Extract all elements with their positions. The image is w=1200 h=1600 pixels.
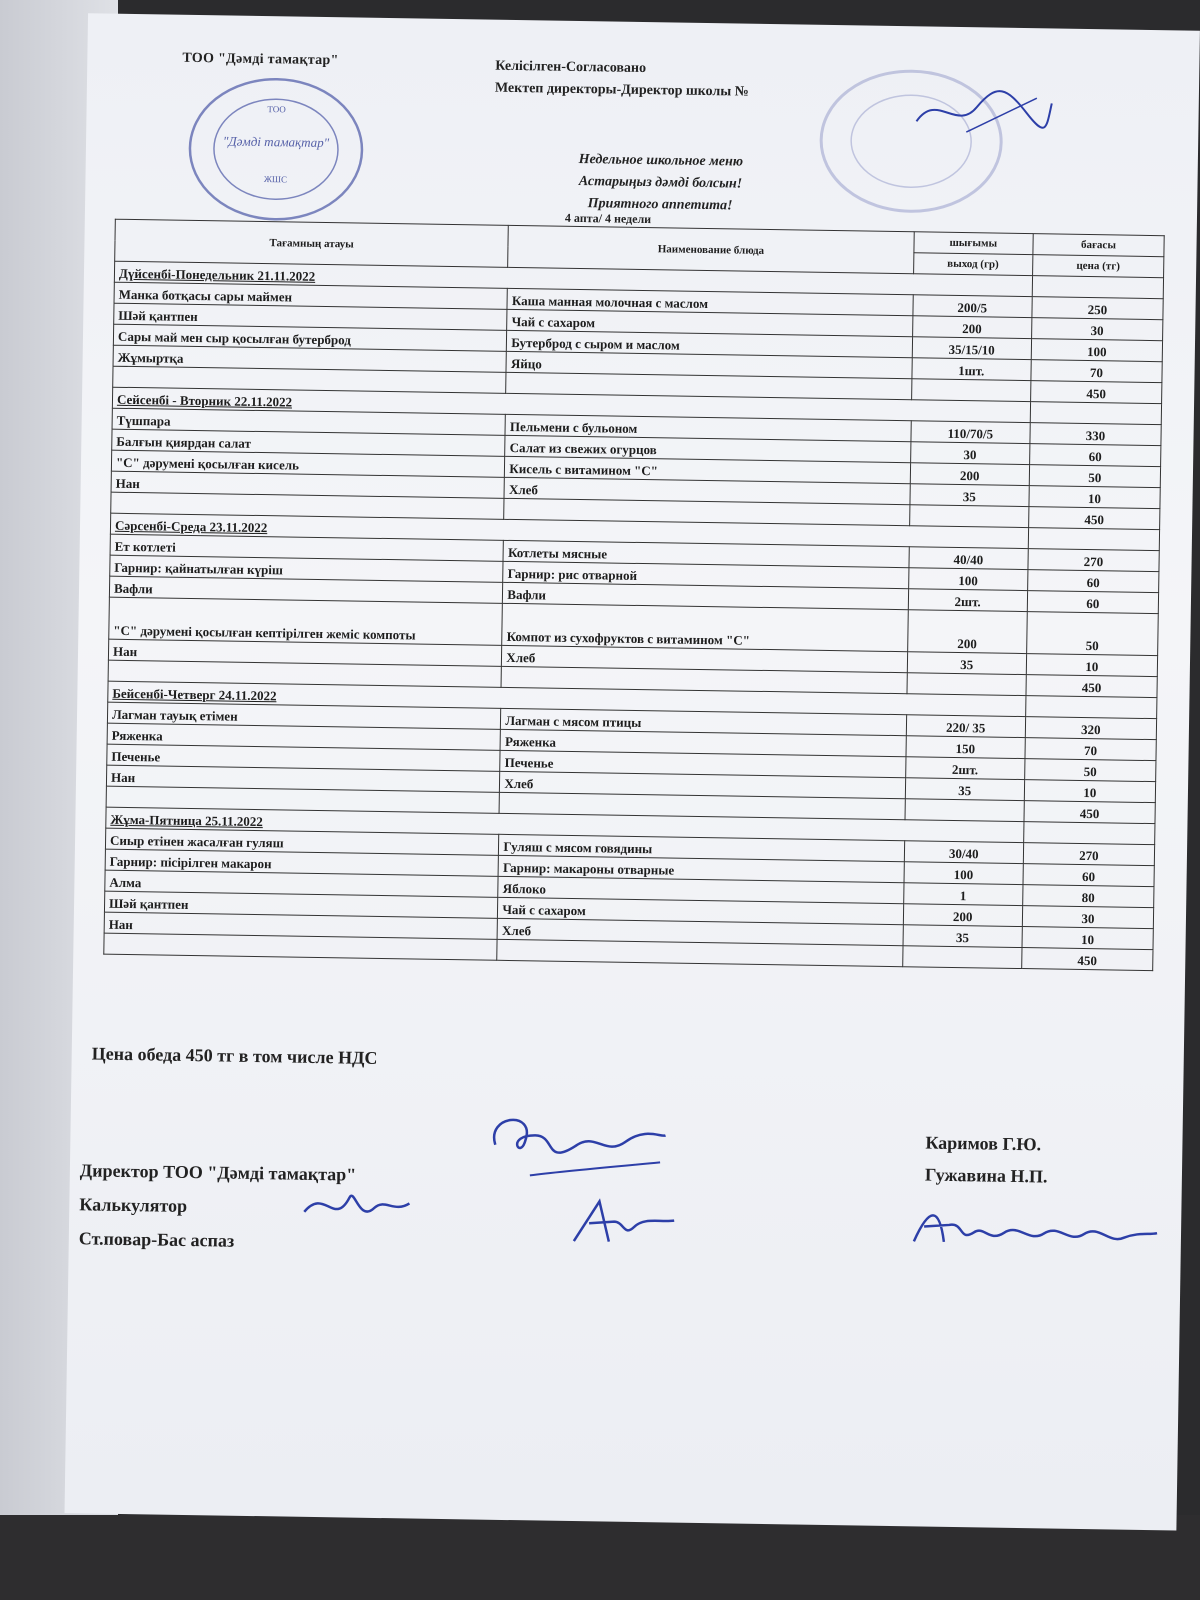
dish-price: 50 — [1025, 759, 1156, 782]
dish-output: 35 — [903, 925, 1023, 948]
dish-ru: Каша манная молочная с маслом — [507, 288, 913, 315]
total-empty-out — [905, 799, 1025, 822]
menu-body — [104, 261, 1164, 970]
dish-price: 50 — [1026, 612, 1158, 656]
day-total: 450 — [1026, 675, 1157, 698]
footer-names — [925, 1127, 1049, 1193]
dish-price: 60 — [1027, 591, 1158, 614]
day-header-empty — [1032, 276, 1163, 299]
title-line-3: Приятного аппетита! — [587, 196, 733, 214]
dish-kz: Алма — [105, 870, 499, 897]
dish-price: 10 — [1024, 780, 1155, 803]
dish-ru: Чай с сахаром — [507, 309, 913, 336]
dish-price: 60 — [1029, 444, 1160, 467]
dish-kz: Лагман тауық етімен — [107, 702, 501, 729]
day-title: Жұма-Пятница 25.11.2022 — [106, 807, 1024, 842]
dish-ru: Гарнир: макароны отварные — [498, 855, 904, 882]
dish-kz: Сиыр етінен жасалған гуляш — [105, 828, 499, 855]
dish-ru: Яблоко — [498, 876, 904, 903]
dish-ru: Хлеб — [497, 918, 903, 945]
col-out-kz: шығымы — [914, 232, 1034, 255]
col-out-ru: выход (гр) — [913, 253, 1033, 276]
director-role: Директор ТОО "Дәмді тамақтар" — [79, 1160, 357, 1185]
day-header-empty — [1030, 402, 1161, 425]
dish-output: 1 — [903, 883, 1023, 906]
dish-ru: Ряженка — [500, 729, 906, 756]
agreed-label: Келісілген-Согласовано — [495, 58, 647, 77]
dish-ru: Лагман с мясом птицы — [501, 708, 907, 735]
dish-price: 60 — [1027, 570, 1158, 593]
dish-output: 30 — [910, 442, 1030, 465]
day-header-empty — [1028, 528, 1159, 551]
dish-kz: Гарнир: пісірілген макарон — [105, 849, 499, 876]
col-price-kz: бағасы — [1033, 234, 1164, 257]
dish-output: 35 — [910, 484, 1030, 507]
day-total: 450 — [1030, 381, 1161, 404]
dish-output: 110/70/5 — [911, 421, 1031, 444]
dish-ru: Гуляш с мясом говядины — [499, 834, 905, 861]
dish-kz: "С" дәрумені қосылған кептірілген жеміс компоты — [109, 597, 503, 645]
dish-kz: Гарнир: қайнатылған күріш — [110, 555, 504, 582]
dish-output: 220/ 35 — [906, 715, 1026, 738]
dish-output: 2шт. — [908, 589, 1028, 612]
dish-kz: Балғын қиярдан салат — [112, 429, 506, 456]
dish-kz: Ряженка — [107, 723, 501, 750]
dish-kz: Манка ботқасы сары маймен — [114, 282, 508, 309]
dish-output: 200 — [907, 610, 1027, 654]
dish-ru: Вафли — [503, 582, 909, 609]
dish-output: 100 — [908, 568, 1028, 591]
dish-kz: Печенье — [107, 744, 501, 771]
dish-output: 1шт. — [912, 358, 1032, 381]
dish-ru: Гарнир: рис отварной — [503, 561, 909, 588]
dish-output: 2шт. — [905, 757, 1025, 780]
dish-ru: Пельмени с бульоном — [505, 414, 911, 441]
dish-ru: Печенье — [500, 750, 906, 777]
menu-title — [515, 148, 806, 219]
title-line-2: Астарыңыз дәмді болсын! — [578, 173, 743, 192]
dish-price: 10 — [1029, 486, 1160, 509]
dish-kz: Түшпара — [112, 408, 506, 435]
col-price-ru: цена (тг) — [1032, 255, 1163, 278]
dish-price: 100 — [1031, 339, 1162, 362]
dish-output: 35 — [907, 652, 1027, 675]
day-header-empty — [1024, 822, 1155, 845]
dish-output: 35 — [905, 778, 1025, 801]
dish-price: 320 — [1025, 717, 1156, 740]
company-name: ТОО "Дәмді тамақтар" — [182, 50, 339, 69]
dish-kz: Шәй қантпен — [114, 303, 508, 330]
signature-chef — [564, 1191, 685, 1253]
dish-kz: "С" дәрумені қосылған кисель — [111, 450, 505, 477]
dish-ru: Хлеб — [502, 645, 908, 672]
dish-kz: Нан — [111, 471, 505, 498]
day-total: 450 — [1022, 948, 1153, 971]
stamp-main-text: "Дәмді тамақтар" — [222, 133, 330, 151]
day-title: Сейсенбі - Вторник 22.11.2022 — [112, 387, 1030, 422]
dish-price: 10 — [1026, 654, 1157, 677]
dish-price: 10 — [1022, 927, 1153, 950]
dish-output: 200 — [912, 316, 1032, 339]
col-ru-header: Наименование блюда — [508, 225, 914, 273]
dish-price: 270 — [1023, 843, 1154, 866]
dish-ru: Бутерброд с сыром и маслом — [507, 330, 913, 357]
calculator-role: Калькулятор — [79, 1194, 188, 1216]
dish-price: 50 — [1029, 465, 1160, 488]
dish-output: 40/40 — [909, 547, 1029, 570]
day-title: Сәрсенбі-Среда 23.11.2022 — [110, 513, 1028, 548]
signature-right — [909, 1196, 1160, 1260]
col-kz-header: Тағамның атауы — [115, 219, 509, 267]
dish-output: 200/5 — [913, 295, 1033, 318]
total-empty-out — [902, 946, 1022, 969]
total-empty-out — [911, 379, 1031, 402]
dish-price: 30 — [1022, 906, 1153, 929]
dish-price: 60 — [1023, 864, 1154, 887]
dish-kz: Ет котлеті — [110, 534, 504, 561]
chef-role: Ст.повар-Бас аспаз — [78, 1228, 235, 1251]
dish-kz: Шәй қантпен — [104, 891, 498, 918]
dish-price: 70 — [1025, 738, 1156, 761]
dish-output: 150 — [906, 736, 1026, 759]
signature-director — [475, 1104, 676, 1197]
dish-price: 250 — [1032, 297, 1163, 320]
price-note: Цена обеда 450 тг в том числе НДС — [91, 1043, 378, 1068]
name-director: Каримов Г.Ю. — [925, 1132, 1042, 1155]
day-total: 450 — [1028, 507, 1159, 530]
dish-ru: Хлеб — [500, 771, 906, 798]
week-label: 4 апта/ 4 недели — [564, 210, 652, 227]
total-empty-out — [907, 673, 1027, 696]
dish-ru: Яйцо — [506, 351, 912, 378]
stamp-bottom-text: ЖШС — [263, 174, 288, 185]
menu-table — [103, 219, 1164, 971]
dish-kz: Вафли — [109, 576, 503, 603]
dish-price: 270 — [1028, 549, 1159, 572]
dish-price: 70 — [1031, 360, 1162, 383]
day-total: 450 — [1024, 801, 1155, 824]
total-empty-out — [909, 505, 1029, 528]
company-stamp — [185, 73, 367, 226]
dish-ru: Компот из сухофруктов с витамином "С" — [502, 603, 908, 651]
dish-price: 80 — [1023, 885, 1154, 908]
approval-block — [495, 56, 750, 104]
dish-ru: Чай с сахаром — [498, 897, 904, 924]
dish-ru: Котлеты мясные — [503, 540, 909, 567]
dish-output: 200 — [910, 463, 1030, 486]
dish-kz: Нан — [106, 765, 500, 792]
stamp-top-text: ТОО — [267, 104, 286, 115]
dish-ru: Хлеб — [504, 477, 910, 504]
dish-price: 330 — [1030, 423, 1161, 446]
dish-output: 200 — [903, 904, 1023, 927]
dish-kz: Сары май мен сыр қосылған бутерброд — [113, 324, 507, 351]
dish-kz: Нан — [108, 639, 502, 666]
day-header-empty — [1025, 696, 1156, 719]
title-line-1: Недельное школьное меню — [578, 151, 744, 170]
name-calculator: Гужавина Н.П. — [924, 1164, 1048, 1187]
dish-output: 35/15/10 — [912, 337, 1032, 360]
day-title: Дүйсенбі-Понедельник 21.11.2022 — [114, 261, 1032, 296]
menu-document — [65, 13, 1200, 1530]
director-label: Мектеп директоры-Директор школы № — [494, 80, 749, 100]
signature-calculator — [294, 1177, 415, 1239]
dish-output: 30/40 — [904, 841, 1024, 864]
director-signature — [906, 81, 1057, 143]
dish-ru: Кисель с витамином "С" — [505, 456, 911, 483]
dish-output: 100 — [904, 862, 1024, 885]
dish-kz: Нан — [104, 912, 498, 939]
dish-ru: Салат из свежих огурцов — [505, 435, 911, 462]
day-title: Бейсенбі-Четверг 24.11.2022 — [108, 681, 1026, 716]
dish-kz: Жұмыртқа — [113, 345, 507, 372]
dish-price: 30 — [1031, 318, 1162, 341]
